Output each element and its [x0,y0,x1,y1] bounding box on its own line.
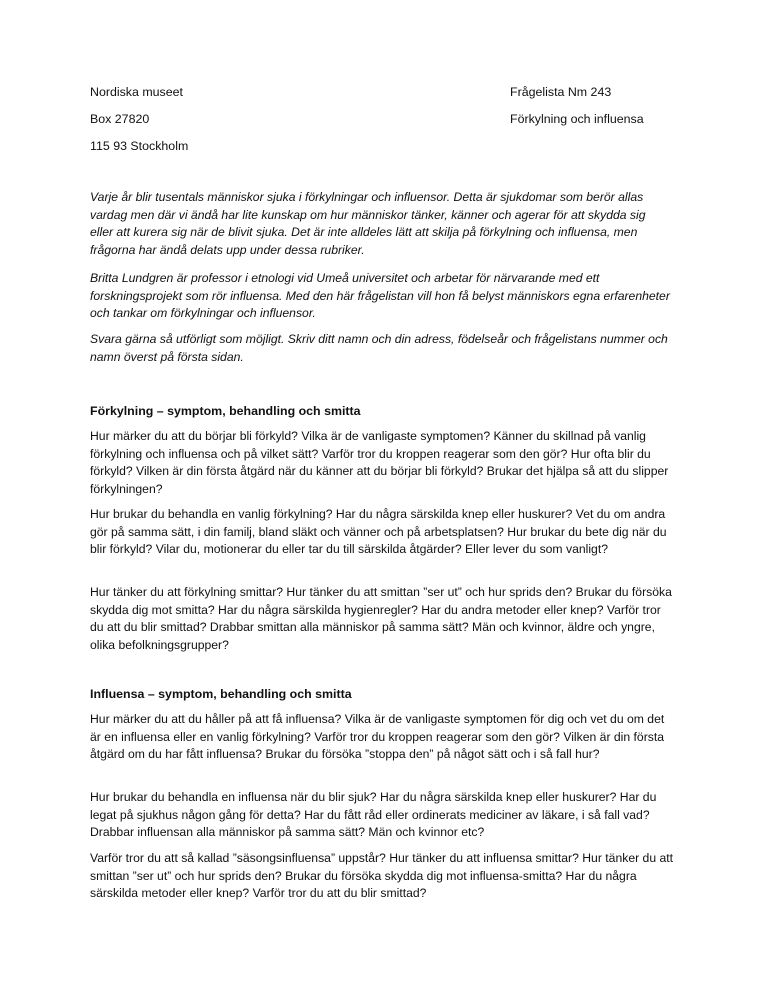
section-1-paragraph-3: Hur tänker du att förkylning smittar? Hur tänker du att smittan ”ser ut” och hur sprids den? Brukar du försöka skydda dig mot smitta? Har du några särskilda hygienregler? Har du andra metoder eller knep? Varför tror du att du blir smittad? Drabbar smittan alla människor på samma sätt? Män och kvinnor, äldre och yngre, olika befolkningsgrupper? [90,585,672,652]
section-2-paragraph-1: Hur märker du att du håller på att få influensa? Vilka är de vanligaste symptomen för dig och vet du om det är en influensa eller en vanlig förkylning? Varför tror du kroppen reagerar som den gör? Vilken är din första åtgärd om du har fått influensa? Brukar du försöka ”stoppa den” på något sätt och i så fall hur? [90,712,665,762]
questionnaire-number: Frågelista Nm 243 [510,85,612,99]
questionnaire-title: Förkylning och influensa [510,112,644,126]
sender-box: Box 27820 [90,112,150,126]
section-1-paragraph-1: Hur märker du att du börjar bli förkyld? Vilka är de vanligaste symptomen? Känner du skillnad på vanlig förkylning och influensa och på vilket sätt? Varför tror du kroppen reagerar som den gör? Hur ofta blir du förkyld? Vilken är din första åtgärd när du känner att du börjar bli förkyld? Brukar det hjälpa så att du slipper förkylningen? [90,429,669,496]
section-2-paragraph-3: Varför tror du att så kallad ”säsongsinfluensa” uppstår? Hur tänker du att influensa smittar? Hur tänker du att smittan ”ser ut” och hur sprids den? Brukar du försöka skydda dig mot influensa-smitta? Har du några särskilda metoder eller knep? Varför tror du att du blir smittad? [90,851,674,901]
intro-paragraph-2: Britta Lundgren är professor i etnologi vid Umeå universitet och arbetar för närvarande med ett forskningsprojekt som rör influensa. Med den här frågelistan vill hon få belyst människors egna erfarenheter och tankar om förkylningar och influensor. [90,271,670,320]
intro-paragraph-1: Varje år blir tusentals människor sjuka i förkylningar och influensor. Detta är sjukdomar som berör allas vardag men där vi ändå har lite kunskap om hur människor tänker, känner och agerar för att skydda sig eller att kurera sig när de blivit sjuka. Det är inte alldeles lätt att skilja på förkylning och influensa, men frågorna har ändå delats upp under dessa rubriker. [90,190,646,257]
section-1-paragraph-2: Hur brukar du behandla en vanlig förkylning? Har du några särskilda knep eller huskurer? Vet du om andra gör på samma sätt, i din familj, bland släkt och vänner och på arbetsplatsen? Hur brukar du bete dig när du blir förkyld? Vilar du, motionerar du eller tar du till särskilda åtgärder? Eller lever du som vanligt? [90,507,667,557]
section-heading-influensa: Influensa – symptom, behandling och smitta [90,687,352,701]
sender-name: Nordiska museet [90,85,183,99]
section-heading-forkylning: Förkylning – symptom, behandling och smitta [90,404,361,418]
sender-city: 115 93 Stockholm [90,139,189,153]
intro-paragraph-3: Svara gärna så utförligt som möjligt. Skriv ditt namn och din adress, födelseår och frågelistans nummer och namn överst på första sidan. [90,332,668,364]
section-2-paragraph-2: Hur brukar du behandla en influensa när du blir sjuk? Har du några särskilda knep eller huskurer? Har du legat på sjukhus någon gång för detta? Har du fått råd eller ordinerats mediciner av läkare, i så fall vad? Drabbar influensan alla människor på samma sätt? Män och kvinnor etc? [90,790,657,840]
